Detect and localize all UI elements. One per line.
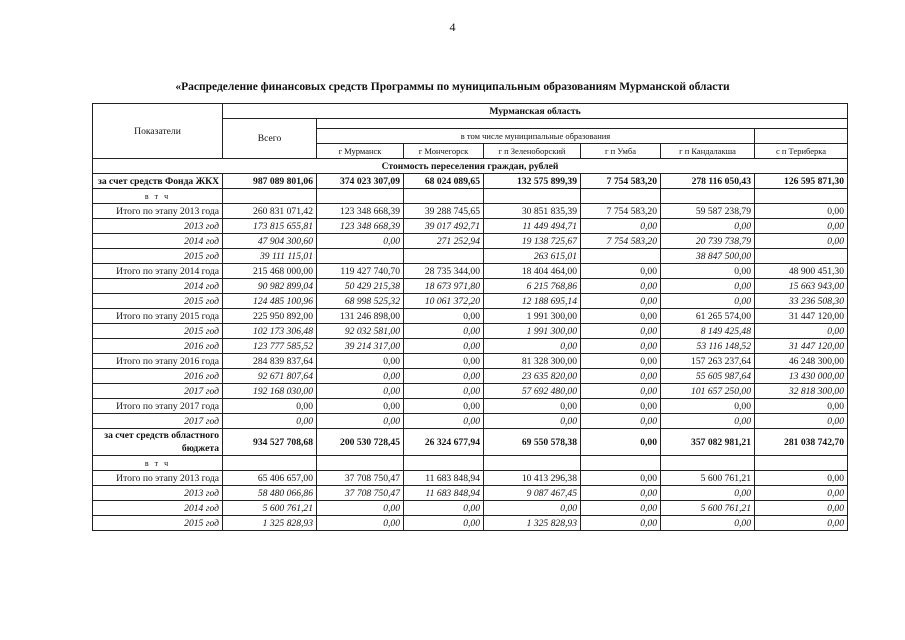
year-value: 1 325 828,93 (223, 516, 317, 531)
year-value: 101 657 250,00 (661, 384, 755, 399)
stage-value: 0,00 (581, 309, 661, 324)
stage-value: 59 587 238,79 (661, 204, 755, 219)
stage-value: 0,00 (581, 264, 661, 279)
stage-value: 260 831 071,42 (223, 204, 317, 219)
year-row (93, 501, 848, 516)
stage-value: 0,00 (317, 354, 404, 369)
year-value: 1 325 828,93 (484, 516, 581, 531)
year-value (755, 249, 848, 264)
page-number: 4 (449, 20, 456, 34)
stage-value: 1 991 300,00 (484, 309, 581, 324)
stage-value: 284 839 837,64 (223, 354, 317, 369)
stage-value: 65 406 657,00 (223, 471, 317, 486)
header-incl-municipal: в том числе муниципальные образования (317, 129, 755, 144)
header-blank-cell (755, 129, 848, 144)
year-value (581, 249, 661, 264)
block-value: 132 575 899,39 (484, 174, 581, 189)
year-row (93, 516, 848, 531)
year-value: 5 600 761,21 (223, 501, 317, 516)
stage-value: 0,00 (404, 309, 484, 324)
stage-value: 0,00 (317, 399, 404, 414)
stage-value: 0,00 (484, 399, 581, 414)
header-total: Всего (223, 119, 317, 159)
year-value: 0,00 (661, 219, 755, 234)
year-value: 90 982 899,04 (223, 279, 317, 294)
year-label: 2014 год (93, 279, 223, 294)
document-title: «Распределение финансовых средств Программы по муниципальным образованиям Мурманской области (175, 81, 730, 93)
empty-cell (661, 189, 755, 204)
year-value: 8 149 425,48 (661, 324, 755, 339)
year-value: 123 777 585,52 (223, 339, 317, 354)
year-value: 31 447 120,00 (755, 339, 848, 354)
block-value: 987 089 801,06 (223, 174, 317, 189)
stage-value: 0,00 (661, 264, 755, 279)
year-value: 57 692 480,00 (484, 384, 581, 399)
year-value: 0,00 (404, 414, 484, 429)
year-value: 0,00 (755, 234, 848, 249)
stage-label: Итого по этапу 2013 года (93, 471, 223, 486)
header-municipality: с п Териберка (755, 144, 848, 159)
vtch-label: в т ч (93, 189, 223, 204)
stage-value: 5 600 761,21 (661, 471, 755, 486)
year-label: 2017 год (93, 384, 223, 399)
empty-cell (404, 456, 484, 471)
stage-row (93, 471, 848, 486)
year-value: 0,00 (484, 414, 581, 429)
year-value: 55 605 987,64 (661, 369, 755, 384)
year-value: 0,00 (404, 501, 484, 516)
year-value: 0,00 (581, 294, 661, 309)
year-label: 2015 год (93, 324, 223, 339)
year-value: 0,00 (581, 486, 661, 501)
year-value: 192 168 030,00 (223, 384, 317, 399)
stage-row (93, 309, 848, 324)
stage-row (93, 399, 848, 414)
empty-cell (755, 189, 848, 204)
stage-label: Итого по этапу 2014 года (93, 264, 223, 279)
block-total-row (93, 429, 848, 456)
vtch-row (93, 456, 848, 471)
stage-value: 48 900 451,30 (755, 264, 848, 279)
stage-value: 18 404 464,00 (484, 264, 581, 279)
header-municipality: г п Зеленоборский (484, 144, 581, 159)
year-label: 2016 год (93, 339, 223, 354)
year-value: 11 449 494,71 (484, 219, 581, 234)
year-row (93, 384, 848, 399)
year-value: 0,00 (317, 369, 404, 384)
section-title: Стоимость переселения граждан, рублей (93, 159, 848, 174)
block-value: 374 023 307,09 (317, 174, 404, 189)
year-value: 37 708 750,47 (317, 486, 404, 501)
year-value: 0,00 (581, 369, 661, 384)
year-label: 2014 год (93, 501, 223, 516)
block-value: 934 527 708,68 (223, 429, 317, 456)
empty-cell (484, 456, 581, 471)
year-label: 2013 год (93, 219, 223, 234)
stage-label: Итого по этапу 2015 года (93, 309, 223, 324)
year-value: 0,00 (404, 516, 484, 531)
empty-cell (317, 189, 404, 204)
year-value: 0,00 (404, 384, 484, 399)
stage-row (93, 354, 848, 369)
year-value: 0,00 (484, 501, 581, 516)
header-municipality: г Мончегорск (404, 144, 484, 159)
stage-label: Итого по этапу 2013 года (93, 204, 223, 219)
empty-cell (404, 189, 484, 204)
year-value: 0,00 (755, 324, 848, 339)
header-spacer (317, 119, 848, 129)
year-value: 123 348 668,39 (317, 219, 404, 234)
year-value: 12 188 695,14 (484, 294, 581, 309)
year-value: 0,00 (404, 339, 484, 354)
year-value: 0,00 (755, 219, 848, 234)
stage-value: 0,00 (755, 399, 848, 414)
block-value: 69 550 578,38 (484, 429, 581, 456)
header-municipality: г Мурманск (317, 144, 404, 159)
header-municipality: г п Кандалакша (661, 144, 755, 159)
year-value: 0,00 (661, 414, 755, 429)
year-row (93, 279, 848, 294)
year-value: 0,00 (581, 219, 661, 234)
year-value: 11 683 848,94 (404, 486, 484, 501)
year-value: 0,00 (661, 516, 755, 531)
year-value: 10 061 372,20 (404, 294, 484, 309)
year-value: 0,00 (581, 279, 661, 294)
year-value: 6 215 768,86 (484, 279, 581, 294)
empty-cell (581, 456, 661, 471)
stage-value: 0,00 (755, 204, 848, 219)
stage-value: 0,00 (661, 399, 755, 414)
year-value: 92 671 807,64 (223, 369, 317, 384)
year-value: 38 847 500,00 (661, 249, 755, 264)
year-row (93, 219, 848, 234)
block-label: за счет средств областного бюджета (93, 429, 223, 456)
block-value: 357 082 981,21 (661, 429, 755, 456)
year-value: 0,00 (317, 501, 404, 516)
year-value: 0,00 (317, 516, 404, 531)
stage-label: Итого по этапу 2016 года (93, 354, 223, 369)
block-value: 278 116 050,43 (661, 174, 755, 189)
block-value: 0,00 (581, 429, 661, 456)
year-value: 0,00 (404, 369, 484, 384)
year-value: 0,00 (755, 486, 848, 501)
header-municipality: г п Умба (581, 144, 661, 159)
year-row (93, 486, 848, 501)
block-value: 126 595 871,30 (755, 174, 848, 189)
year-value: 0,00 (661, 294, 755, 309)
header-indicators: Показатели (93, 104, 223, 159)
year-label: 2017 год (93, 414, 223, 429)
financial-table (92, 103, 848, 531)
stage-value: 39 288 745,65 (404, 204, 484, 219)
block-label: за счет средств Фонда ЖКХ (93, 174, 223, 189)
year-value: 0,00 (223, 414, 317, 429)
year-value: 18 673 971,80 (404, 279, 484, 294)
stage-row (93, 264, 848, 279)
year-value: 39 111 115,01 (223, 249, 317, 264)
year-value: 19 138 725,67 (484, 234, 581, 249)
stage-value: 0,00 (404, 399, 484, 414)
stage-value: 225 950 892,00 (223, 309, 317, 324)
year-value: 0,00 (661, 486, 755, 501)
stage-value: 215 468 000,00 (223, 264, 317, 279)
year-value: 173 815 655,81 (223, 219, 317, 234)
year-value: 5 600 761,21 (661, 501, 755, 516)
year-value: 0,00 (581, 324, 661, 339)
stage-value: 11 683 848,94 (404, 471, 484, 486)
year-value: 1 991 300,00 (484, 324, 581, 339)
stage-value: 7 754 583,20 (581, 204, 661, 219)
year-value: 68 998 525,32 (317, 294, 404, 309)
vtch-label: в т ч (93, 456, 223, 471)
year-value: 0,00 (755, 501, 848, 516)
stage-value: 0,00 (581, 399, 661, 414)
stage-value: 30 851 835,39 (484, 204, 581, 219)
year-value: 92 032 581,00 (317, 324, 404, 339)
empty-cell (581, 189, 661, 204)
year-value: 39 214 317,00 (317, 339, 404, 354)
empty-cell (223, 456, 317, 471)
year-label: 2014 год (93, 234, 223, 249)
stage-value: 31 447 120,00 (755, 309, 848, 324)
year-value: 0,00 (581, 384, 661, 399)
year-label: 2015 год (93, 294, 223, 309)
empty-cell (317, 456, 404, 471)
year-row (93, 369, 848, 384)
year-row (93, 294, 848, 309)
stage-value: 119 427 740,70 (317, 264, 404, 279)
year-value: 0,00 (484, 339, 581, 354)
empty-cell (484, 189, 581, 204)
stage-value: 157 263 237,64 (661, 354, 755, 369)
stage-value: 0,00 (581, 354, 661, 369)
stage-value: 37 708 750,47 (317, 471, 404, 486)
year-value: 39 017 492,71 (404, 219, 484, 234)
year-value: 0,00 (404, 324, 484, 339)
stage-value: 46 248 300,00 (755, 354, 848, 369)
stage-label: Итого по этапу 2017 года (93, 399, 223, 414)
vtch-row (93, 189, 848, 204)
year-row (93, 339, 848, 354)
stage-value: 61 265 574,00 (661, 309, 755, 324)
header-region: Мурманская область (223, 104, 848, 119)
year-value: 33 236 508,30 (755, 294, 848, 309)
empty-cell (223, 189, 317, 204)
year-label: 2015 год (93, 516, 223, 531)
year-value: 0,00 (317, 384, 404, 399)
year-value: 20 739 738,79 (661, 234, 755, 249)
year-value: 23 635 820,00 (484, 369, 581, 384)
year-value: 0,00 (755, 516, 848, 531)
year-row (93, 414, 848, 429)
year-value: 47 904 300,60 (223, 234, 317, 249)
year-value: 7 754 583,20 (581, 234, 661, 249)
year-value: 0,00 (317, 234, 404, 249)
year-value: 50 429 215,38 (317, 279, 404, 294)
year-value: 0,00 (581, 516, 661, 531)
stage-value: 0,00 (755, 471, 848, 486)
empty-cell (661, 456, 755, 471)
stage-value: 0,00 (223, 399, 317, 414)
stage-value: 81 328 300,00 (484, 354, 581, 369)
year-value: 53 116 148,52 (661, 339, 755, 354)
year-value: 263 615,01 (484, 249, 581, 264)
stage-value: 131 246 898,00 (317, 309, 404, 324)
year-row (93, 324, 848, 339)
stage-value: 0,00 (404, 354, 484, 369)
year-value (404, 249, 484, 264)
block-value: 7 754 583,20 (581, 174, 661, 189)
year-value: 32 818 300,00 (755, 384, 848, 399)
stage-value: 28 735 344,00 (404, 264, 484, 279)
table-body (93, 104, 848, 531)
year-value: 0,00 (581, 501, 661, 516)
year-value: 0,00 (755, 414, 848, 429)
year-label: 2015 год (93, 249, 223, 264)
year-label: 2016 год (93, 369, 223, 384)
year-value: 102 173 306,48 (223, 324, 317, 339)
block-value: 200 530 728,45 (317, 429, 404, 456)
stage-value: 123 348 668,39 (317, 204, 404, 219)
year-value: 58 480 066,86 (223, 486, 317, 501)
year-value: 0,00 (581, 339, 661, 354)
stage-value: 0,00 (581, 471, 661, 486)
block-value: 281 038 742,70 (755, 429, 848, 456)
stage-row (93, 204, 848, 219)
year-value: 0,00 (581, 414, 661, 429)
year-value: 9 087 467,45 (484, 486, 581, 501)
block-total-row (93, 174, 848, 189)
empty-cell (755, 456, 848, 471)
year-value: 0,00 (661, 279, 755, 294)
year-value: 124 485 100,96 (223, 294, 317, 309)
year-row (93, 249, 848, 264)
block-value: 26 324 677,94 (404, 429, 484, 456)
year-value: 13 430 000,00 (755, 369, 848, 384)
year-value (317, 249, 404, 264)
year-value: 271 252,94 (404, 234, 484, 249)
block-value: 68 024 089,65 (404, 174, 484, 189)
year-row (93, 234, 848, 249)
year-value: 0,00 (317, 414, 404, 429)
stage-value: 10 413 296,38 (484, 471, 581, 486)
year-label: 2013 год (93, 486, 223, 501)
year-value: 15 663 943,00 (755, 279, 848, 294)
